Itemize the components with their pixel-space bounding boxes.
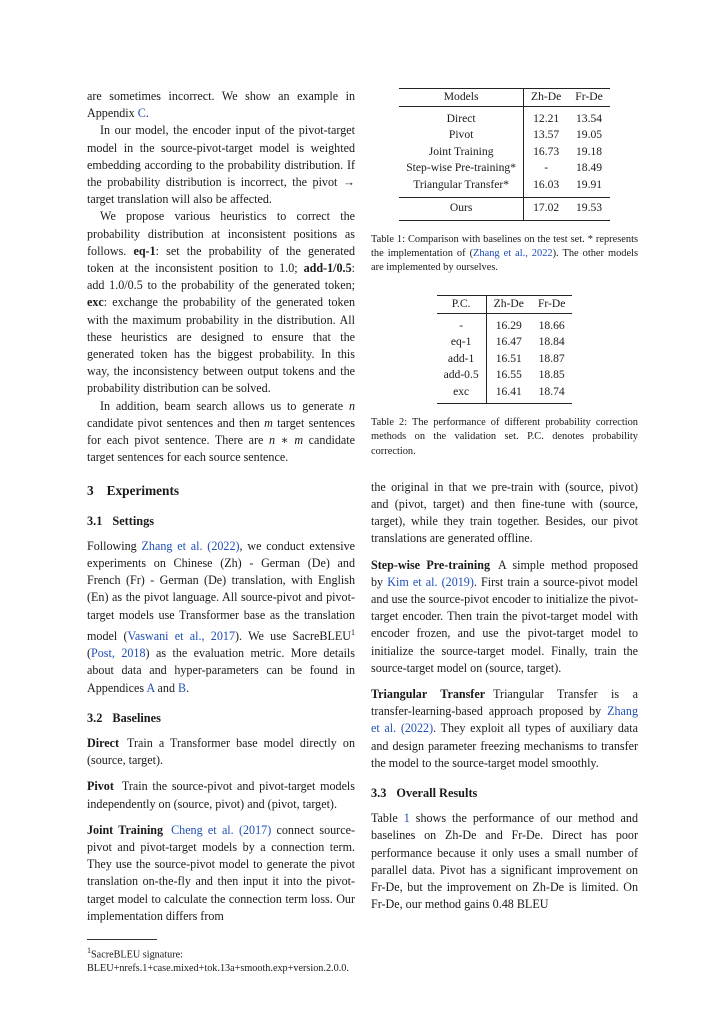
zhang-citation-link[interactable]: Zhang et al. (2022)	[371, 704, 638, 736]
paragraph-encoder-input: In our model, the encoder input of the pivot-target model in the source-pivot-target model is weighted embedding according to the probability distribution. If the probability distribution is incorrect, the pivot → target translation will also be affected.	[87, 123, 355, 207]
zhang-citation-link[interactable]: Zhang et al. (2022)	[141, 538, 240, 553]
paragraph-stepwise-pretraining: Step-wise Pre-training A simple method proposed by Kim et al. (2019). First train a source-pivot model and use the source-pivot encoder to initialize the pivot-target encoder. Then train the pivot-target model with encoder frozen, and use the pivot-target model to initialize the source-target model. Finally, train the source-target model on (source, target).	[371, 557, 639, 675]
table-1-link[interactable]: 1	[403, 811, 410, 826]
table-2-probability-correction	[437, 295, 573, 404]
subsection-heading-overall-results: 3.3 Overall Results	[371, 785, 478, 800]
table-row: Triangular Transfer* 16.03 19.91	[399, 177, 610, 198]
table-row: add-1 16.51 18.87	[437, 351, 573, 368]
kim-citation-link[interactable]: Kim et al. (2019)	[387, 574, 474, 589]
paragraph-continuation: are sometimes incorrect. We show an example in Appendix C.	[87, 89, 355, 121]
footnote-marker[interactable]: 1	[351, 627, 355, 637]
table-row: Direct 12.21 13.54	[399, 106, 610, 127]
vaswani-citation-link[interactable]: Vaswani et al., 2017	[127, 628, 235, 643]
footnote: $^1$SacreBLEU signature: BLEU+nrefs.1+case.mixed+tok.13a+smooth.exp+version.2.0.0.	[87, 945, 349, 974]
paragraph-direct: Direct Train a Transformer base model directly on (source, target).	[87, 735, 355, 768]
add-term: add-1/0.5	[303, 261, 352, 276]
paragraph-heuristics: We propose various heuristics to correct the probability distribution at inconsistent positions as follows. eq-1: set the probability of the generated token at the inconsistent position to 1.0; add-1/0.5: add 1.0/0.5 to the probability of the generated token; exc: exchange the probability of the generated token with the maximum probability in the distribution. All these heuristics are designed to ensure that the generated token has the biggest probability. In this way, the inconsistency between output tokens and the probability distribution can be solved.	[87, 209, 355, 396]
table-header-row: Models Zh-De Fr-De	[399, 89, 610, 107]
table-2-caption: Table 2: The performance of different probability correction methods on the validation set. P.C. denotes probability correction.	[371, 417, 638, 457]
paragraph-beam-search: In addition, beam search allows us to generate n candidate pivot sentences and then m target sentences for each pivot sentence. There are n ∗ m candidate target sentences for each source sentence.	[87, 398, 355, 465]
table-row: Pivot 13.57 19.05	[399, 127, 610, 144]
appendix-b-link[interactable]: B	[178, 680, 187, 695]
appendix-c-link[interactable]: C	[137, 106, 146, 121]
left-column	[87, 88, 355, 975]
paragraph-triangular-transfer: Triangular Transfer Triangular Transfer is a transfer-learning-based approach proposed by Zhang et al. (2022). They exploit all types of auxiliary data and design parameter freezing mechanisms to transfer the model to the source-target model smoothly.	[371, 686, 638, 770]
post-citation-link[interactable]: Post, 2018	[91, 646, 146, 661]
paragraph-pivot: Pivot Train the source-pivot and pivot-target models independently on (source, pivot) and (pivot, target).	[87, 779, 355, 811]
paragraph-joint-continuation: the original in that we pre-train with (source, pivot) and (pivot, target) and then fine-tune with (source, target), while they train together. Besides, our pivot translations are generated offline.	[371, 479, 638, 546]
appendix-a-link[interactable]: A	[146, 680, 155, 695]
table-row: eq-1 16.47 18.84	[437, 334, 573, 351]
exc-term: exc	[87, 295, 104, 310]
subsection-heading-baselines: 3.2 Baselines	[87, 710, 161, 725]
section-heading-experiments: 3 Experiments	[87, 483, 180, 499]
subsection-heading-settings: 3.1 Settings	[87, 513, 155, 528]
paragraph-overall-results: Table 1 shows the performance of our method and baselines on Zh-De and Fr-De. Direct has poor performance because it only uses a small number of parallel data. Pivot has a significant improvement on Fr-De, but the improvement on Zh-De is limited. On Fr-De, our method gains 0.48 BLEU	[371, 811, 638, 912]
eq1-term: eq-1	[133, 243, 156, 258]
table-row-ours: Ours 17.02 19.53	[399, 198, 610, 221]
table-header-row: P.C. Zh-De Fr-De	[437, 296, 573, 314]
table-row: - 16.29 18.66	[437, 313, 573, 334]
footnote-divider	[87, 939, 157, 940]
paragraph-joint-training: Joint Training Cheng et al. (2017) connect source-pivot and pivot-target models by a connection term. They use the source-pivot model to generate the pivot translation on-the-fly and then input it into the pivot-target model to calculate the connection term loss. Our implementation differs from	[87, 822, 355, 923]
table-row: add-0.5 16.55 18.85	[437, 367, 573, 384]
table-1-baselines	[399, 88, 610, 221]
cheng-citation-link[interactable]: Cheng et al. (2017)	[171, 822, 272, 837]
table-1-caption: Table 1: Comparison with baselines on the test set. * represents the implementation of (Zhang et al., 2022). The other models are implemented by ourselves.	[371, 233, 638, 273]
table-row: exc 16.41 18.74	[437, 384, 573, 404]
paragraph-settings: Following Zhang et al. (2022), we conduct extensive experiments on Chinese (Zh) - German (De) and French (Fr) - German (De) translation, with English (En) as the pivot language. All source-pivot and pivot-target models use Transformer base as the translation model (Vaswani et al., 2017). We use SacreBLEU$^1$ (Post, 2018) as the evaluation metric. More details about data and hyper-parameters can be found in Appendices A and B.	[87, 538, 355, 695]
zhang-citation-link[interactable]: Zhang et al., 2022	[473, 247, 553, 259]
table-row: Joint Training 16.73 19.18	[399, 144, 610, 161]
table-row: Step-wise Pre-training* - 18.49	[399, 160, 610, 177]
right-column	[371, 88, 638, 913]
